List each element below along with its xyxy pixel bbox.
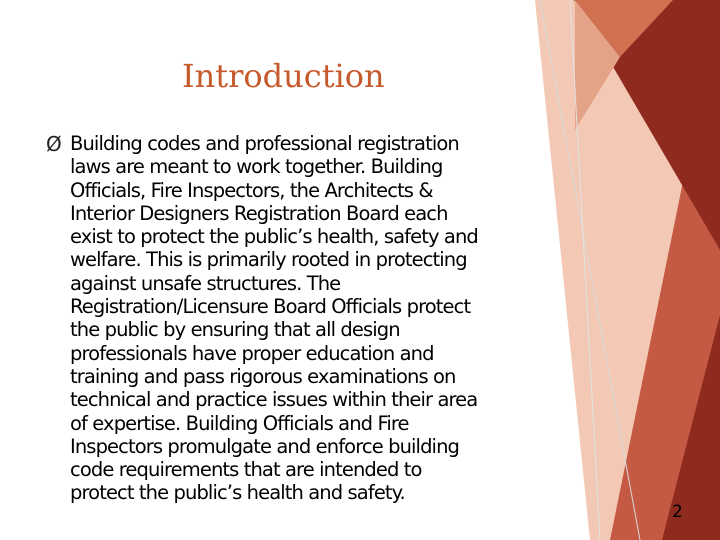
bullet-line: laws are meant to work together. Building: [70, 155, 443, 179]
bullet-line: Building codes and professional registration: [70, 132, 459, 155]
page-number: 2: [672, 502, 683, 522]
bullet-line: against unsafe structures. The: [70, 271, 341, 295]
bullet-line: training and pass rigorous examinations on: [70, 364, 456, 388]
slide-title: Introduction: [182, 57, 385, 95]
bullet-line: technical and practice issues within their area: [70, 388, 478, 412]
bullet-line: Inspectors promulgate and enforce building: [70, 434, 460, 458]
bullet-line: the public by ensuring that all design: [70, 318, 400, 342]
bullet-line: exist to protect the public’s health, safety and: [70, 225, 478, 249]
bullet-line: professionals have proper education and: [70, 341, 434, 365]
bullet-text: [70, 132, 478, 505]
bullet-line: Officials, Fire Inspectors, the Architects &: [70, 178, 433, 202]
bullet-line: code requirements that are intended to: [70, 458, 422, 482]
bullet-line: welfare. This is primarily rooted in protecting: [70, 248, 467, 272]
bullet-arrow-icon: Ø: [46, 132, 62, 156]
bullet-line: Interior Designers Registration Board each: [70, 201, 448, 225]
bullet-line: of expertise. Building Officials and Fire: [70, 411, 409, 435]
bullet-line: protect the public’s health and safety.: [70, 481, 405, 505]
bullet-line: Registration/Licensure Board Officials protect: [70, 295, 471, 319]
